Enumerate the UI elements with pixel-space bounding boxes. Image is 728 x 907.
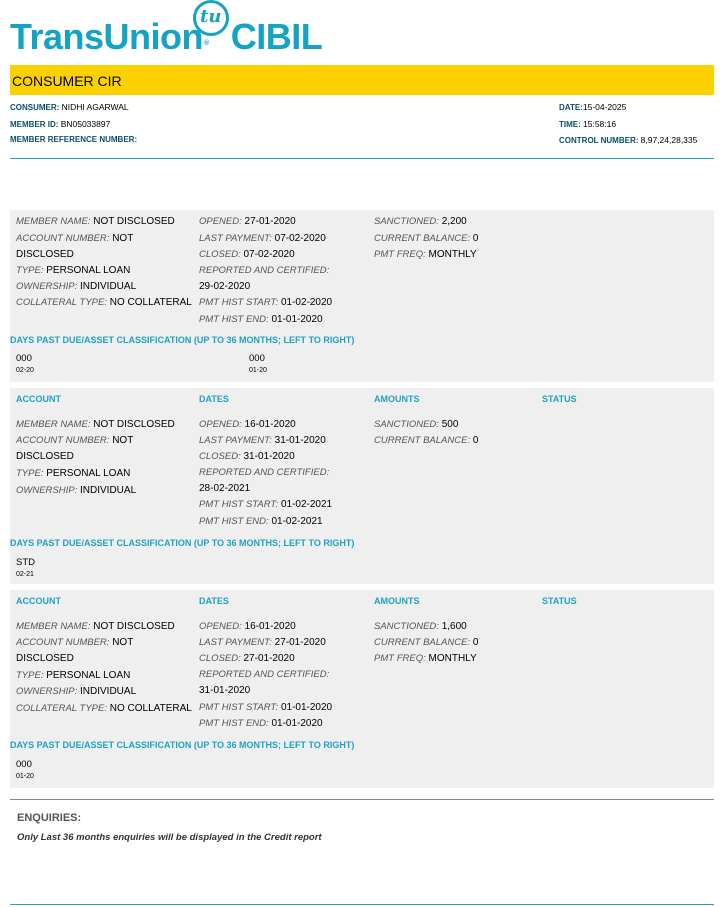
account-3-current-balance: CURRENT BALANCE: 0 (374, 637, 479, 648)
account-3-sanctioned: SANCTIONED: 1,600 (374, 621, 467, 632)
control-number-line (559, 135, 697, 145)
account-2-current-balance: CURRENT BALANCE: 0 (374, 435, 479, 446)
tu-logo-icon (193, 0, 229, 36)
logo-cibil: CIBIL (230, 16, 323, 57)
account-2-sanctioned: SANCTIONED: 500 (374, 419, 459, 430)
member-reference-line (10, 135, 137, 144)
logo-wordmark (10, 16, 322, 58)
account-2-dpd-date-1: 02-21 (16, 571, 34, 578)
account-block-3 (10, 590, 714, 788)
time-line (559, 119, 616, 129)
account-1-collateral: COLLATERAL TYPE: NO COLLATERAL (16, 297, 192, 308)
account-1-pmt-end: PMT HIST END: 01-01-2020 (199, 314, 323, 325)
account-1-dpd-date-2: 01-20 (249, 367, 267, 374)
account-1-last-payment: LAST PAYMENT: 07-02-2020 (199, 233, 326, 244)
account-3-type: TYPE: PERSONAL LOAN (16, 670, 131, 681)
account-1-reported: 29-02-2020 (199, 281, 251, 292)
account-2-closed: CLOSED: 31-01-2020 (199, 451, 295, 462)
report-title: CONSUMER CIR (12, 73, 122, 89)
footer-divider (10, 904, 714, 905)
account-3-dpd-header: DAYS PAST DUE/ASSET CLASSIFICATION (UP TO 36 MONTHS; LEFT TO RIGHT) (10, 740, 355, 750)
account-3-dpd-value-1: 000 (16, 759, 32, 770)
account-3-account-number: ACCOUNT NUMBER: NOT (16, 637, 134, 648)
date-label: DATE: (559, 103, 583, 112)
enquiries-divider (10, 799, 714, 800)
account-3-closed: CLOSED: 27-01-2020 (199, 653, 295, 664)
account-1-ownership: OWNERSHIP: INDIVIDUAL (16, 281, 137, 292)
account-3-header-amounts: AMOUNTS (374, 596, 420, 606)
account-1-pmt-freq: PMT FREQ: MONTHLY (374, 249, 477, 260)
account-block-1 (10, 210, 714, 382)
account-2-member-name: MEMBER NAME: NOT DISCLOSED (16, 419, 175, 430)
account-1-closed: CLOSED: 07-02-2020 (199, 249, 295, 260)
account-1-pmt-start: PMT HIST START: 01-02-2020 (199, 297, 333, 308)
enquiries-title: ENQUIRIES: (17, 812, 82, 824)
account-2-ownership: OWNERSHIP: INDIVIDUAL (16, 485, 137, 496)
member-reference-label: MEMBER REFERENCE NUMBER: (10, 135, 138, 144)
date-value: 15-04-2025 (582, 102, 627, 112)
member-id-line (10, 119, 110, 129)
account-3-dpd-date-1: 01-20 (16, 773, 34, 780)
account-2-account-number-cont: DISCLOSED (16, 451, 74, 462)
header-divider (10, 158, 714, 159)
account-3-opened: OPENED: 16-01-2020 (199, 621, 296, 632)
account-3-collateral: COLLATERAL TYPE: NO COLLATERAL (16, 703, 192, 714)
account-2-header-account: ACCOUNT (16, 394, 61, 404)
time-value: 15:58:16 (583, 119, 617, 129)
control-number-label: CONTROL NUMBER: (559, 136, 639, 145)
consumer-line (10, 102, 129, 112)
account-2-header-dates: DATES (199, 394, 229, 404)
account-1-sanctioned: SANCTIONED: 2,200 (374, 216, 467, 227)
account-3-header-status: STATUS (542, 596, 577, 606)
account-3-header-account: ACCOUNT (16, 596, 61, 606)
account-2-opened: OPENED: 16-01-2020 (199, 419, 296, 430)
account-3-member-name: MEMBER NAME: NOT DISCLOSED (16, 621, 175, 632)
account-2-account-number: ACCOUNT NUMBER: NOT (16, 435, 134, 446)
time-label: TIME: (559, 120, 581, 129)
account-1-dpd-header: DAYS PAST DUE/ASSET CLASSIFICATION (UP TO 36 MONTHS; LEFT TO RIGHT) (10, 335, 355, 345)
account-3-header-dates: DATES (199, 596, 229, 606)
account-1-current-balance: CURRENT BALANCE: 0 (374, 233, 479, 244)
enquiries-note: Only Last 36 months enquiries will be displayed in the Credit report (17, 832, 322, 843)
account-3-last-payment: LAST PAYMENT: 27-01-2020 (199, 637, 326, 648)
member-id-value: BN05033897 (60, 119, 111, 129)
account-1-reported-label: REPORTED AND CERTIFIED: (199, 265, 330, 276)
account-2-dpd-header: DAYS PAST DUE/ASSET CLASSIFICATION (UP TO 36 MONTHS; LEFT TO RIGHT) (10, 538, 355, 548)
control-number-value: 8,97,24,28,335 (640, 135, 698, 145)
account-1-account-number-cont: DISCLOSED (16, 249, 74, 260)
account-3-ownership: OWNERSHIP: INDIVIDUAL (16, 686, 137, 697)
consumer-label: CONSUMER: (10, 103, 60, 112)
date-line (559, 102, 626, 112)
account-2-reported: 28-02-2021 (199, 483, 251, 494)
report-title-banner (10, 65, 714, 95)
account-2-pmt-end: PMT HIST END: 01-02-2021 (199, 516, 323, 527)
account-3-account-number-cont: DISCLOSED (16, 653, 74, 664)
account-3-pmt-freq: PMT FREQ: MONTHLY (374, 653, 477, 664)
account-block-2 (10, 388, 714, 584)
member-id-label: MEMBER ID: (10, 120, 59, 129)
account-2-type: TYPE: PERSONAL LOAN (16, 468, 131, 479)
account-2-header-amounts: AMOUNTS (374, 394, 420, 404)
account-3-pmt-start: PMT HIST START: 01-01-2020 (199, 702, 333, 713)
account-3-reported: 31-01-2020 (199, 685, 251, 696)
consumer-value: NIDHI AGARWAL (61, 102, 129, 112)
logo-tu-mark: tu (200, 6, 222, 27)
account-1-dpd-value-2: 000 (249, 353, 265, 364)
account-1-member-name: MEMBER NAME: NOT DISCLOSED (16, 216, 175, 227)
account-2-header-status: STATUS (542, 394, 577, 404)
account-1-account-number: ACCOUNT NUMBER: NOT (16, 233, 134, 244)
account-1-type: TYPE: PERSONAL LOAN (16, 265, 131, 276)
account-3-reported-label: REPORTED AND CERTIFIED: (199, 669, 330, 680)
account-2-last-payment: LAST PAYMENT: 31-01-2020 (199, 435, 326, 446)
account-2-dpd-value-1: STD (16, 557, 35, 568)
account-1-opened: OPENED: 27-01-2020 (199, 216, 296, 227)
account-3-pmt-end: PMT HIST END: 01-01-2020 (199, 718, 323, 729)
logo-transunion: TransUnion (10, 16, 204, 57)
account-1-dpd-date-1: 02-20 (16, 367, 34, 374)
logo-registered-mark: ® (204, 40, 209, 47)
transunion-cibil-logo (10, 0, 340, 56)
account-1-dpd-value-1: 000 (16, 353, 32, 364)
account-2-reported-label: REPORTED AND CERTIFIED: (199, 467, 330, 478)
account-2-pmt-start: PMT HIST START: 01-02-2021 (199, 499, 333, 510)
